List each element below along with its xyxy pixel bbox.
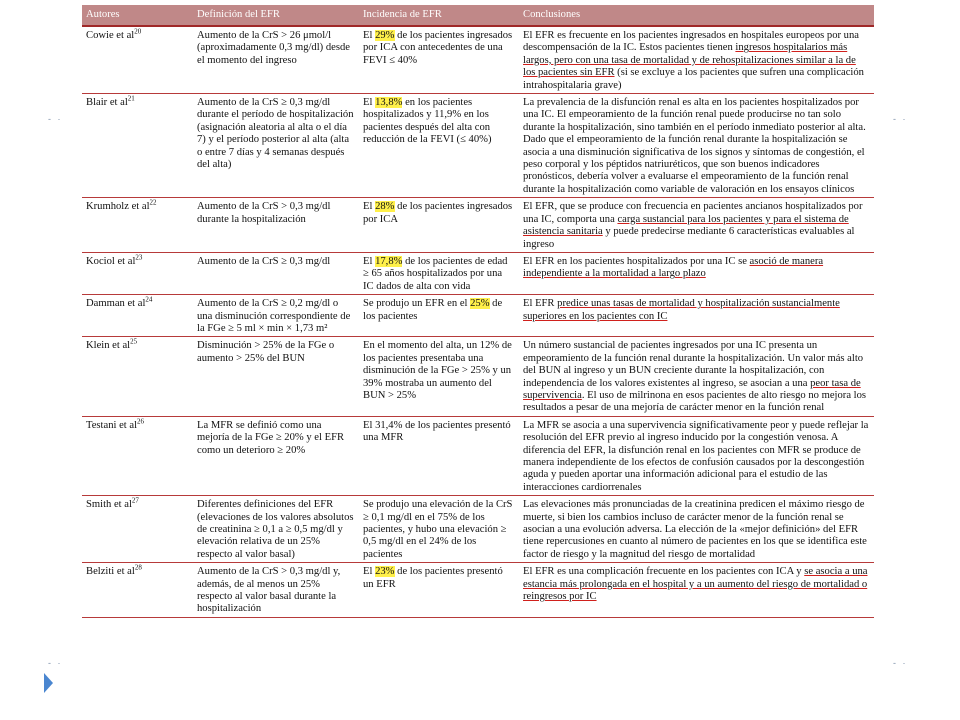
author-name: Krumholz et al [86,201,150,213]
incidence-text: El [363,30,376,41]
conclusion-text: El EFR es frecuente en los pacientes ingresados en hospitales europeos por una descompensación de la IC. Estos pacientes tienen [523,30,859,54]
definition-text: Aumento de la CrS ≥ 0,2 mg/dl o una disminución correspondiente de la FGe ≥ 5 ml × min × 1,73 m² [197,298,351,334]
highlighted-percentage: 29% [375,30,395,41]
definition-text: La MFR se definió como una mejoría de la FGe ≥ 20% y el EFR como un deterioro ≥ 20% [197,419,345,456]
conclusion-cell [519,198,874,253]
incidence-cell [359,26,519,94]
definition-cell [193,26,359,94]
incidence-cell [359,252,519,294]
underlined-finding: carga sustancial para los pacientes y para el sistema de asistencia sanitaria [523,213,849,238]
incidence-text: El [363,97,376,109]
efr-studies-table [82,5,874,618]
incidence-text: de los pacientes presentó un EFR [363,566,503,590]
author-cell [82,26,193,94]
table-row [82,198,874,253]
header-incidencia: Incidencia de EFR [359,5,519,26]
reference-number: 22 [149,198,157,207]
incidence-text: de los pacientes de edad ≥ 65 años hospitalizados por una IC dados de alta con vida [363,255,508,292]
author-name: Testani et al [86,419,138,431]
conclusion-text: El EFR [523,298,558,310]
side-mark-right-top: - · [893,114,908,124]
reference-number: 27 [131,496,139,505]
side-mark-left-bottom: - · [48,658,63,668]
definition-cell [193,563,359,618]
conclusion-text: El EFR en los pacientes hospitalizados por una IC se [523,255,750,267]
definition-cell [193,295,359,337]
conclusion-text: La prevalencia de la disfunción renal es alta en los pacientes hospitalizados por una IC. El empeoramiento de la función renal puede producirse no tan solo durante la hospitalización, sino también en el período inmediato posterior al alta. Dado que el empeoramiento de la función renal durante la hospitalización se asocia a una disminución significativa de los signos y síntomas de congestión, el peso corporal y los péptidos natriuréticos, que son buenos indicadores pronósticos, debería volver a evaluarse el empeoramiento de la función renal durante la hospitalización como variable de valoración en los ensayos clínicos [523,97,866,195]
conclusion-cell [519,252,874,294]
underlined-finding: ingresos hospitalarios más largos, pero con una tasa de mortalidad y de rehospitalizaciones similar a la de los pacientes sin EFR [523,42,856,79]
header-autores: Autores [82,5,193,26]
author-cell [82,295,193,337]
highlighted-percentage: 28% [375,201,395,213]
definition-cell [193,252,359,294]
incidence-text: El 31,4% de los pacientes presentó una MFR [363,419,511,444]
incidence-text: En el momento del alta, un 12% de los pacientes presentaba una disminución de la FGe > 25% y un 39% mostraba un aumento del BUN > 25% [363,340,512,401]
definition-text: Disminución > 25% de la FGe o aumento > 25% del BUN [197,340,335,364]
definition-cell [193,416,359,495]
conclusion-cell [519,496,874,563]
conclusion-cell [519,26,874,94]
incidence-cell [359,337,519,416]
definition-cell [193,198,359,253]
conclusion-text: Las elevaciones más pronunciadas de la creatinina predicen el máximo riesgo de muerte, si bien los cambios incluso de carácter menor de la función renal se asocian a una evolución adversa. La elección de la «mejor definición» del EFR tiene repercusiones en cuanto al número de pacientes en los que se identifica este factor de riesgo y la magnitud del riesgo de mortalidad [523,499,867,560]
definition-cell [193,94,359,198]
reference-number: 24 [145,295,153,304]
reference-number: 28 [134,563,142,572]
underlined-finding: se asocia a una estancia más prolongada en el hospital y a un aumento del riesgo de mortalidad o reingresos por IC [523,566,868,603]
definition-cell [193,496,359,563]
conclusion-cell [519,563,874,618]
conclusion-text: El EFR es una complicación frecuente en los pacientes con ICA y [523,566,805,578]
header-conclusiones: Conclusiones [519,5,874,26]
incidence-cell [359,496,519,563]
incidence-text: Se produjo un EFR en el [363,298,471,310]
reference-number: 26 [137,417,145,426]
conclusion-text: La MFR se asocia a una supervivencia significativamente peor y puede reflejar la resolución del EFR previo al ingreso inducido por la congestión venosa. A diferencia del EFR, la disfunción renal en los pacientes con MFR se produce de manera independiente de los efectos de confusión causados por la descongestión aguda y pueden aportar una información adicional para el estudio de las interacciones cardiorrenales [523,419,869,493]
definition-text: Aumento de la CrS ≥ 0,3 mg/dl [197,255,331,267]
definition-text: Aumento de la CrS > 0,3 mg/dl y, además, de al menos un 25% respecto al valor basal durante la hospitalización [197,566,341,615]
table-row [82,496,874,563]
highlighted-percentage: 17,8% [375,255,403,267]
definition-text: Aumento de la CrS ≥ 0,3 mg/dl durante el período de hospitalización (asignación aleatoria al alta o el día 7) y el período posterior al alta (alta o entre 7 días y 4 semanas después del alta) [197,97,354,171]
highlighted-percentage: 13,8% [375,97,403,109]
highlighted-percentage: 25% [470,298,490,310]
underlined-finding: asoció de manera independiente a la mortalidad a largo plazo [523,255,824,280]
author-name: Cowie et al [86,30,135,41]
table-row [82,295,874,337]
table-row [82,563,874,618]
author-cell [82,198,193,253]
incidence-cell [359,563,519,618]
definition-text: Aumento de la CrS > 26 μmol/l (aproximadamente 0,3 mg/dl) desde el momento del ingreso [197,30,350,66]
side-mark-left-top: - · [48,114,63,124]
conclusion-cell [519,94,874,198]
author-name: Belziti et al [86,566,135,578]
reference-number: 23 [135,253,143,262]
reference-number: 25 [130,337,138,346]
author-cell [82,337,193,416]
author-cell [82,252,193,294]
slide-arrow-icon[interactable] [44,673,53,693]
incidence-cell [359,198,519,253]
underlined-finding: peor tasa de supervivencia [523,377,861,401]
incidence-cell [359,94,519,198]
definition-cell [193,337,359,416]
table-body [82,26,874,617]
incidence-text: El [363,255,376,267]
header-definicion: Definición del EFR [193,5,359,26]
conclusion-cell [519,337,874,416]
side-mark-right-bottom: - · [893,658,908,668]
reference-number: 21 [127,94,135,103]
author-name: Blair et al [86,97,128,109]
incidence-text: de los pacientes ingresados por ICA con antecedentes de una FEVI ≤ 40% [363,30,513,66]
incidence-cell [359,416,519,495]
conclusion-text: (si se excluye a los pacientes que sufren una complicación intrahospitalaria grave) [523,67,864,91]
conclusion-cell [519,416,874,495]
incidence-text: El [363,566,376,578]
table-row [82,252,874,294]
conclusion-text: . El uso de milrinona en esos pacientes de alto riesgo no mejora los resultados a pesar de una mejoría de carácter menor en la función renal [523,389,867,414]
incidence-text: de los pacientes ingresados por ICA [363,201,513,225]
author-cell [82,563,193,618]
conclusion-text: y puede predecirse mediante 6 características evaluables al ingreso [523,226,855,250]
definition-text: Diferentes definiciones del EFR (elevaciones de los valores absolutos de creatinina ≥ 0,1 a ≥ 0,5 mg/dl y elevación relativa de un 25% respecto al valor basal) [197,499,354,560]
table-row [82,94,874,198]
author-name: Smith et al [86,499,132,511]
conclusion-text: Un número sustancial de pacientes ingresados por una IC presenta un empeoramiento de la función renal durante la hospitalización. Un valor más alto del BUN al ingreso y un BUN creciente durante la hospitalización, con independencia de los valores existentes al ingreso, se asocian a una [523,340,864,389]
reference-number: 20 [134,27,142,36]
conclusion-cell [519,295,874,337]
conclusion-text: El EFR, que se produce con frecuencia en pacientes ancianos hospitalizados por una IC, comporta una [523,201,863,225]
table-row [82,26,874,94]
table-row [82,337,874,416]
highlighted-percentage: 23% [375,566,395,578]
author-name: Kociol et al [86,255,136,267]
definition-text: Aumento de la CrS > 0,3 mg/dl durante la hospitalización [197,201,331,225]
author-cell [82,416,193,495]
author-cell [82,94,193,198]
author-cell [82,496,193,563]
table-header-row [82,5,874,26]
table-row [82,416,874,495]
incidence-text: El [363,201,376,213]
author-name: Damman et al [86,298,146,310]
underlined-finding: predice unas tasas de mortalidad y hospitalización sustancialmente superiores en los pacientes con IC [523,298,840,322]
incidence-cell [359,295,519,337]
incidence-text: en los pacientes hospitalizados y 11,9% en los pacientes después del alta con reducción de la FEVI (≤ 40%) [363,97,492,146]
incidence-text: de los pacientes [363,298,503,322]
incidence-text: Se produjo una elevación de la CrS ≥ 0,1 mg/dl en el 75% de los pacientes, y hubo una elevación ≥ 0,5 mg/dl en el 24% de los pacientes [363,499,513,560]
author-name: Klein et al [86,340,131,352]
